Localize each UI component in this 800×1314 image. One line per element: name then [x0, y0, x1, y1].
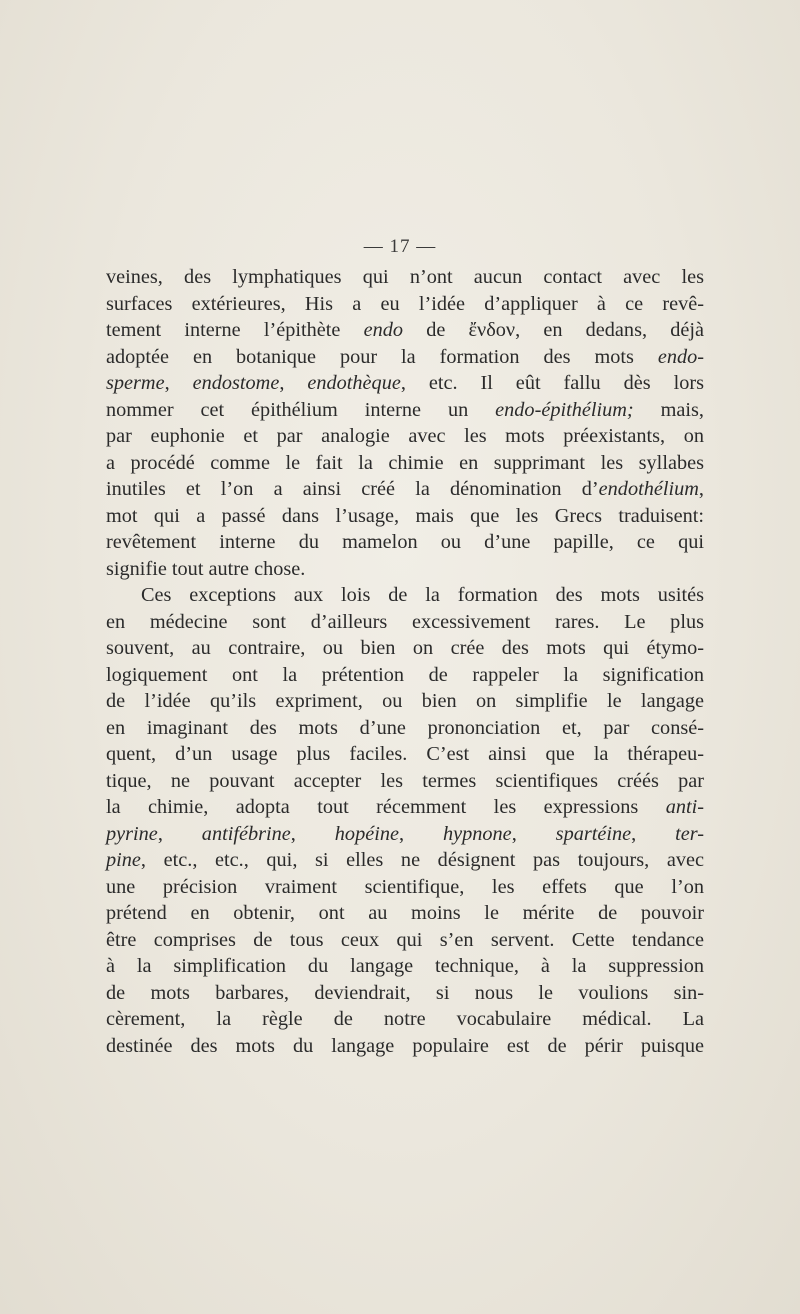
text-line	[106, 662, 704, 689]
text-segment: ,	[279, 372, 308, 394]
text-line	[106, 794, 704, 821]
italic-term: sperme	[106, 372, 165, 394]
text-segment: en imaginant des mots d’une prononciation et, par consé-	[106, 716, 704, 739]
text-line	[106, 397, 704, 424]
text-segment: inutiles et l’on a ainsi créé la dénomination d’	[106, 478, 599, 500]
text-line	[106, 847, 704, 874]
text-segment: , etc. Il eût fallu dès lors	[400, 372, 705, 394]
body-text	[106, 264, 704, 1059]
text-segment: revêtement interne du mamelon ou d’une papille, ce qui	[106, 531, 704, 553]
text-segment: tique, ne pouvant accepter les termes scientifiques créés par	[106, 769, 704, 792]
text-segment: en médecine sont d’ailleurs excessivement rares. Le plus	[106, 610, 704, 633]
text-segment: de mots barbares, deviendrait, si nous le voulions sin-	[106, 981, 704, 1004]
text-segment: ,	[398, 822, 443, 845]
italic-term: endothélium	[598, 478, 699, 500]
text-line	[106, 317, 704, 344]
text-segment: ,	[157, 822, 202, 845]
text-line	[106, 980, 704, 1007]
italic-term: pyrine	[106, 822, 158, 845]
text-segment: a procédé comme le fait la chimie en supprimant les syllabes	[106, 451, 704, 474]
text-line	[106, 1033, 704, 1060]
page-number: — 17 —	[363, 236, 437, 257]
text-segment: souvent, au contraire, ou bien on crée des mots qui étymo-	[106, 637, 704, 659]
text-segment: cèrement, la règle de notre vocabulaire médical. La	[106, 1008, 704, 1030]
text-segment: adoptée en botanique pour la formation des mots	[106, 345, 658, 368]
italic-term: endothèque	[307, 372, 401, 394]
text-segment: ,	[290, 822, 335, 845]
text-segment: de l’idée qu’ils expriment, ou bien on simplifie le langage	[106, 690, 704, 712]
text-segment: la chimie, adopta tout récemment les expressions	[106, 796, 666, 818]
text-segment: veines, des lymphatiques qui n’ont aucun contact avec les	[106, 266, 704, 288]
text-segment: être comprises de tous ceux qui s’en servent. Cette tendance	[106, 928, 704, 951]
text-segment: ,	[631, 822, 676, 845]
text-segment: ,	[698, 478, 704, 500]
text-segment: quent, d’un usage plus faciles. C’est ainsi que la thérapeu-	[106, 743, 704, 765]
text-line	[106, 344, 704, 371]
text-segment: nommer cet épithélium interne un	[106, 398, 496, 421]
text-line	[106, 900, 704, 927]
italic-term: spartéine	[555, 822, 632, 845]
italic-term: hopéine	[334, 822, 399, 845]
text-line	[106, 423, 704, 450]
text-line	[106, 1006, 704, 1033]
text-line	[106, 450, 704, 477]
text-line	[106, 609, 704, 636]
text-segment: signifie tout autre chose.	[106, 557, 306, 580]
text-segment: à la simplification du langage technique, à la suppression	[106, 955, 704, 977]
text-segment: Ces exceptions aux lois de la formation des mots usités	[141, 584, 704, 606]
text-segment: tement interne l’épithète	[106, 319, 364, 341]
text-line	[106, 715, 704, 742]
text-line	[106, 476, 704, 503]
italic-term: anti-	[665, 796, 704, 818]
text-line	[106, 874, 704, 901]
text-segment: de ἔνδον, en dedans, déjà	[403, 319, 704, 341]
text-segment: logiquement ont la prétention de rappeler la signification	[106, 663, 704, 686]
italic-term: antifébrine	[201, 822, 291, 845]
text-segment: une précision vraiment scientifique, les effets que l’on	[106, 875, 704, 898]
text-line	[106, 953, 704, 980]
text-line	[106, 927, 704, 954]
text-segment: par euphonie et par analogie avec les mots préexistants, on	[106, 425, 704, 447]
text-segment: ,	[511, 822, 556, 845]
text-line	[106, 291, 704, 318]
text-line	[106, 370, 704, 397]
italic-term: ter-	[675, 822, 705, 845]
text-line	[106, 529, 704, 556]
text-line	[106, 503, 704, 530]
text-segment: mais,	[633, 398, 704, 421]
text-segment: ,	[164, 372, 193, 394]
italic-term: pine	[106, 849, 141, 871]
text-segment: destinée des mots du langage populaire est de périr puisque	[106, 1034, 704, 1057]
text-segment: prétend en obtenir, ont au moins le mérite de pouvoir	[106, 902, 704, 924]
text-segment: surfaces extérieures, His a eu l’idée d’appliquer à ce revê-	[106, 292, 704, 315]
text-segment: , etc., etc., qui, si elles ne désignent pas toujours, avec	[140, 849, 704, 871]
italic-term: endo	[363, 319, 404, 341]
text-segment: mot qui a passé dans l’usage, mais que les Grecs traduisent:	[106, 504, 704, 527]
text-line	[106, 264, 704, 291]
text-line	[106, 635, 704, 662]
text-line	[106, 741, 704, 768]
text-line	[106, 556, 704, 583]
text-line	[106, 768, 704, 795]
text-line	[106, 582, 704, 609]
text-line	[106, 821, 704, 848]
italic-term: endostome	[192, 372, 280, 394]
text-line	[106, 688, 704, 715]
italic-term: endo-épithélium;	[495, 398, 634, 421]
italic-term: endo-	[657, 345, 704, 368]
italic-term: hypnone	[442, 822, 512, 845]
